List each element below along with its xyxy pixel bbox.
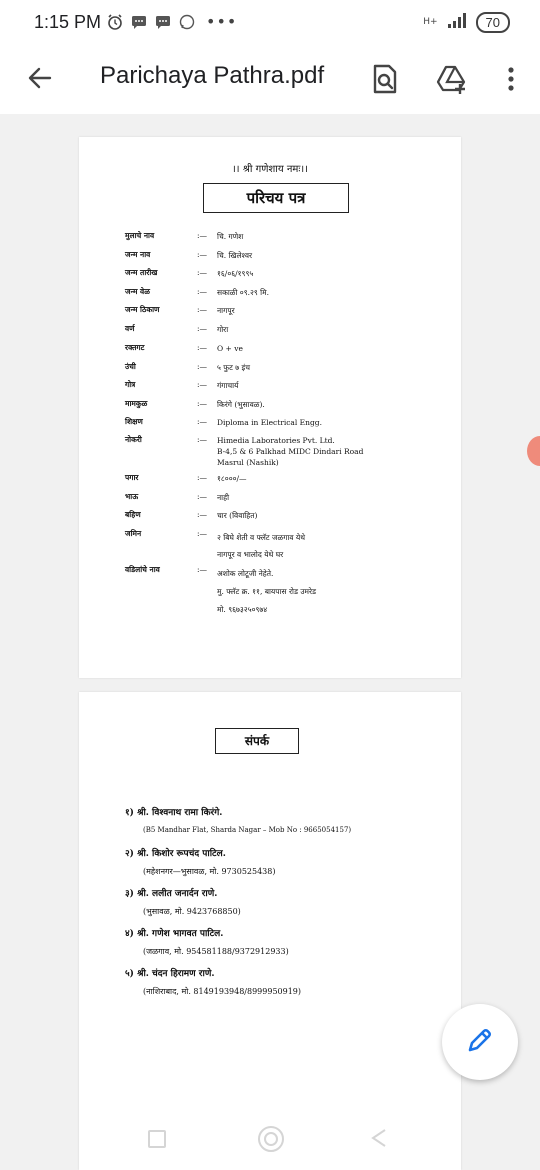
system-nav-bar bbox=[0, 1112, 540, 1170]
row-label: जन्म वेळ bbox=[125, 287, 150, 296]
row-value: गोरा bbox=[217, 325, 229, 334]
battery-indicator: 70 bbox=[476, 12, 510, 33]
row-value: सकाळी ०९.२९ मि. bbox=[217, 288, 269, 297]
row-label: गोत्र bbox=[125, 380, 136, 389]
detail-row bbox=[79, 305, 461, 319]
drive-add-icon[interactable] bbox=[434, 62, 468, 96]
detail-row bbox=[79, 473, 461, 487]
contact-detail: (जळगाव, मो. 954581188/9372912933) bbox=[143, 947, 289, 956]
house-detail: नागपूर व भालोद येथे घर bbox=[217, 550, 284, 559]
row-value: चि. गणेश bbox=[217, 232, 244, 241]
alarm-icon bbox=[106, 13, 124, 31]
detail-row bbox=[79, 492, 461, 506]
employer-city: Masrul (Nashik) bbox=[217, 458, 279, 467]
detail-row bbox=[79, 250, 461, 264]
row-separator: :— bbox=[197, 231, 208, 240]
row-value: गंगाचार्य bbox=[217, 381, 239, 390]
row-value bbox=[217, 435, 417, 468]
row-separator: :— bbox=[197, 417, 208, 426]
edit-button[interactable] bbox=[442, 1004, 518, 1080]
detail-row bbox=[79, 380, 461, 394]
contacts-title: संपर्क bbox=[215, 728, 299, 754]
father-name: अशोक लोटूजी नेहेते. bbox=[217, 569, 274, 578]
detail-row bbox=[79, 268, 461, 282]
detail-row bbox=[79, 231, 461, 245]
row-value: चार (विवाहित) bbox=[217, 511, 258, 520]
contact-name: ३) श्री. ललीत जनार्दन राणे. bbox=[125, 889, 218, 899]
status-system-icons bbox=[423, 12, 510, 33]
row-separator: :— bbox=[197, 250, 208, 259]
status-notification-icons bbox=[106, 12, 237, 31]
row-label: भाऊ bbox=[125, 492, 139, 501]
nav-back-icon[interactable] bbox=[370, 1128, 388, 1152]
contact-name: १) श्री. विश्वनाथ रामा किरंगे. bbox=[125, 808, 223, 818]
row-label: शिक्षण bbox=[125, 417, 143, 426]
row-label: जन्म तारीख bbox=[125, 268, 158, 277]
row-value: १६/०६/१९९५ bbox=[217, 269, 254, 278]
detail-row bbox=[79, 435, 461, 471]
row-label: जन्म नाव bbox=[125, 250, 151, 259]
document-title: Parichaya Pathra.pdf bbox=[100, 62, 325, 89]
edge-panel-handle[interactable] bbox=[527, 436, 540, 466]
row-separator: :— bbox=[197, 324, 208, 333]
row-separator: :— bbox=[197, 343, 208, 352]
row-value: चि. खिलेश्वर bbox=[217, 251, 253, 260]
contact-name: ५) श्री. चंदन हिरामण राणे. bbox=[125, 969, 215, 979]
invocation-heading: ।। श्री गणेशाय नमः।। bbox=[232, 164, 308, 175]
contact-name: ४) श्री. गणेश भागवत पाटिल. bbox=[125, 929, 224, 939]
status-bar bbox=[0, 0, 540, 46]
row-label: पगार bbox=[125, 473, 139, 482]
row-label: जमिन bbox=[125, 529, 142, 538]
row-value: O + ve bbox=[217, 344, 243, 353]
detail-row bbox=[79, 399, 461, 413]
back-arrow-icon[interactable] bbox=[24, 62, 56, 94]
employer-address: B-4,5 & 6 Palkhad MIDC Dindari Road bbox=[217, 447, 364, 456]
row-value bbox=[217, 529, 417, 563]
contact-detail: (नाशिराबाद, मो. 8149193948/8999950919) bbox=[143, 987, 302, 996]
detail-row bbox=[79, 324, 461, 338]
contact-detail: (भुसावळ, मो. 9423768850) bbox=[143, 907, 241, 916]
whatsapp-icon bbox=[178, 13, 196, 31]
pdf-page-1 bbox=[79, 137, 461, 678]
row-separator: :— bbox=[197, 473, 208, 482]
home-icon[interactable] bbox=[258, 1126, 284, 1152]
app-toolbar bbox=[0, 46, 540, 114]
detail-row bbox=[79, 417, 461, 431]
row-separator: :— bbox=[197, 492, 208, 501]
row-value: किरंगे (भुसावळ). bbox=[217, 400, 265, 409]
row-separator: :— bbox=[197, 510, 208, 519]
status-time: 1:15 PM bbox=[34, 12, 102, 32]
row-value: ५ फुट ७ इंच bbox=[217, 363, 250, 372]
contact-detail: (महेशनगर—भुसावळ, मो. 9730525438) bbox=[143, 867, 276, 876]
contact-detail: (B5 Mandhar Flat, Sharda Nagar – Mob No : 9665054157) bbox=[143, 826, 352, 834]
row-label: मुलाचे नाव bbox=[125, 231, 155, 240]
biodata-title: परिचय पत्र bbox=[203, 183, 349, 213]
row-value: नागपूर bbox=[217, 306, 235, 315]
row-separator: :— bbox=[197, 565, 208, 574]
father-address: मु. फ्लॅट क्र. ११, बायपास रोड उमरेड bbox=[217, 587, 317, 596]
detail-row bbox=[79, 529, 461, 563]
row-label: जन्म ठिकाण bbox=[125, 305, 160, 314]
contact-name: २) श्री. किशोर रूपचंद पाटिल. bbox=[125, 849, 226, 859]
detail-row bbox=[79, 510, 461, 524]
pdf-page-2 bbox=[79, 692, 461, 1170]
row-label: बहिण bbox=[125, 510, 141, 519]
row-separator: :— bbox=[197, 380, 208, 389]
detail-row bbox=[79, 362, 461, 376]
row-value bbox=[217, 565, 417, 619]
employer-name: Himedia Laboratories Pvt. Ltd. bbox=[217, 436, 335, 445]
row-value: नाही bbox=[217, 493, 230, 502]
more-vert-icon[interactable] bbox=[494, 62, 528, 96]
land-detail: २ बिघे शेती व फ्लॅट जळगाव येथे bbox=[217, 533, 306, 542]
row-separator: :— bbox=[197, 399, 208, 408]
father-phone: मो. ९६७३२५०९७४ bbox=[217, 605, 268, 614]
edit-pencil-icon bbox=[465, 1025, 495, 1059]
row-value: Diploma in Electrical Engg. bbox=[217, 418, 322, 427]
row-separator: :— bbox=[197, 529, 208, 538]
row-label: वर्ण bbox=[125, 324, 135, 333]
network-type: H+ bbox=[423, 17, 438, 27]
detail-row bbox=[79, 287, 461, 301]
row-label: नोकरी bbox=[125, 435, 142, 444]
signal-icon bbox=[446, 13, 468, 33]
message-icon bbox=[154, 13, 172, 31]
row-separator: :— bbox=[197, 268, 208, 277]
row-separator: :— bbox=[197, 435, 208, 444]
row-separator: :— bbox=[197, 305, 208, 314]
row-separator: :— bbox=[197, 287, 208, 296]
row-label: रक्तगट bbox=[125, 343, 145, 352]
recent-apps-icon[interactable] bbox=[148, 1130, 166, 1148]
row-label: मामकुळ bbox=[125, 399, 148, 408]
more-dots-icon: ••• bbox=[206, 12, 238, 31]
row-value: १८०००/— bbox=[217, 474, 247, 483]
message-icon bbox=[130, 13, 148, 31]
detail-row bbox=[79, 343, 461, 357]
row-label: उंची bbox=[125, 362, 136, 371]
detail-row bbox=[79, 565, 461, 617]
document-search-icon[interactable] bbox=[368, 62, 402, 96]
row-label: वडिलांचे नाव bbox=[125, 565, 160, 574]
row-separator: :— bbox=[197, 362, 208, 371]
